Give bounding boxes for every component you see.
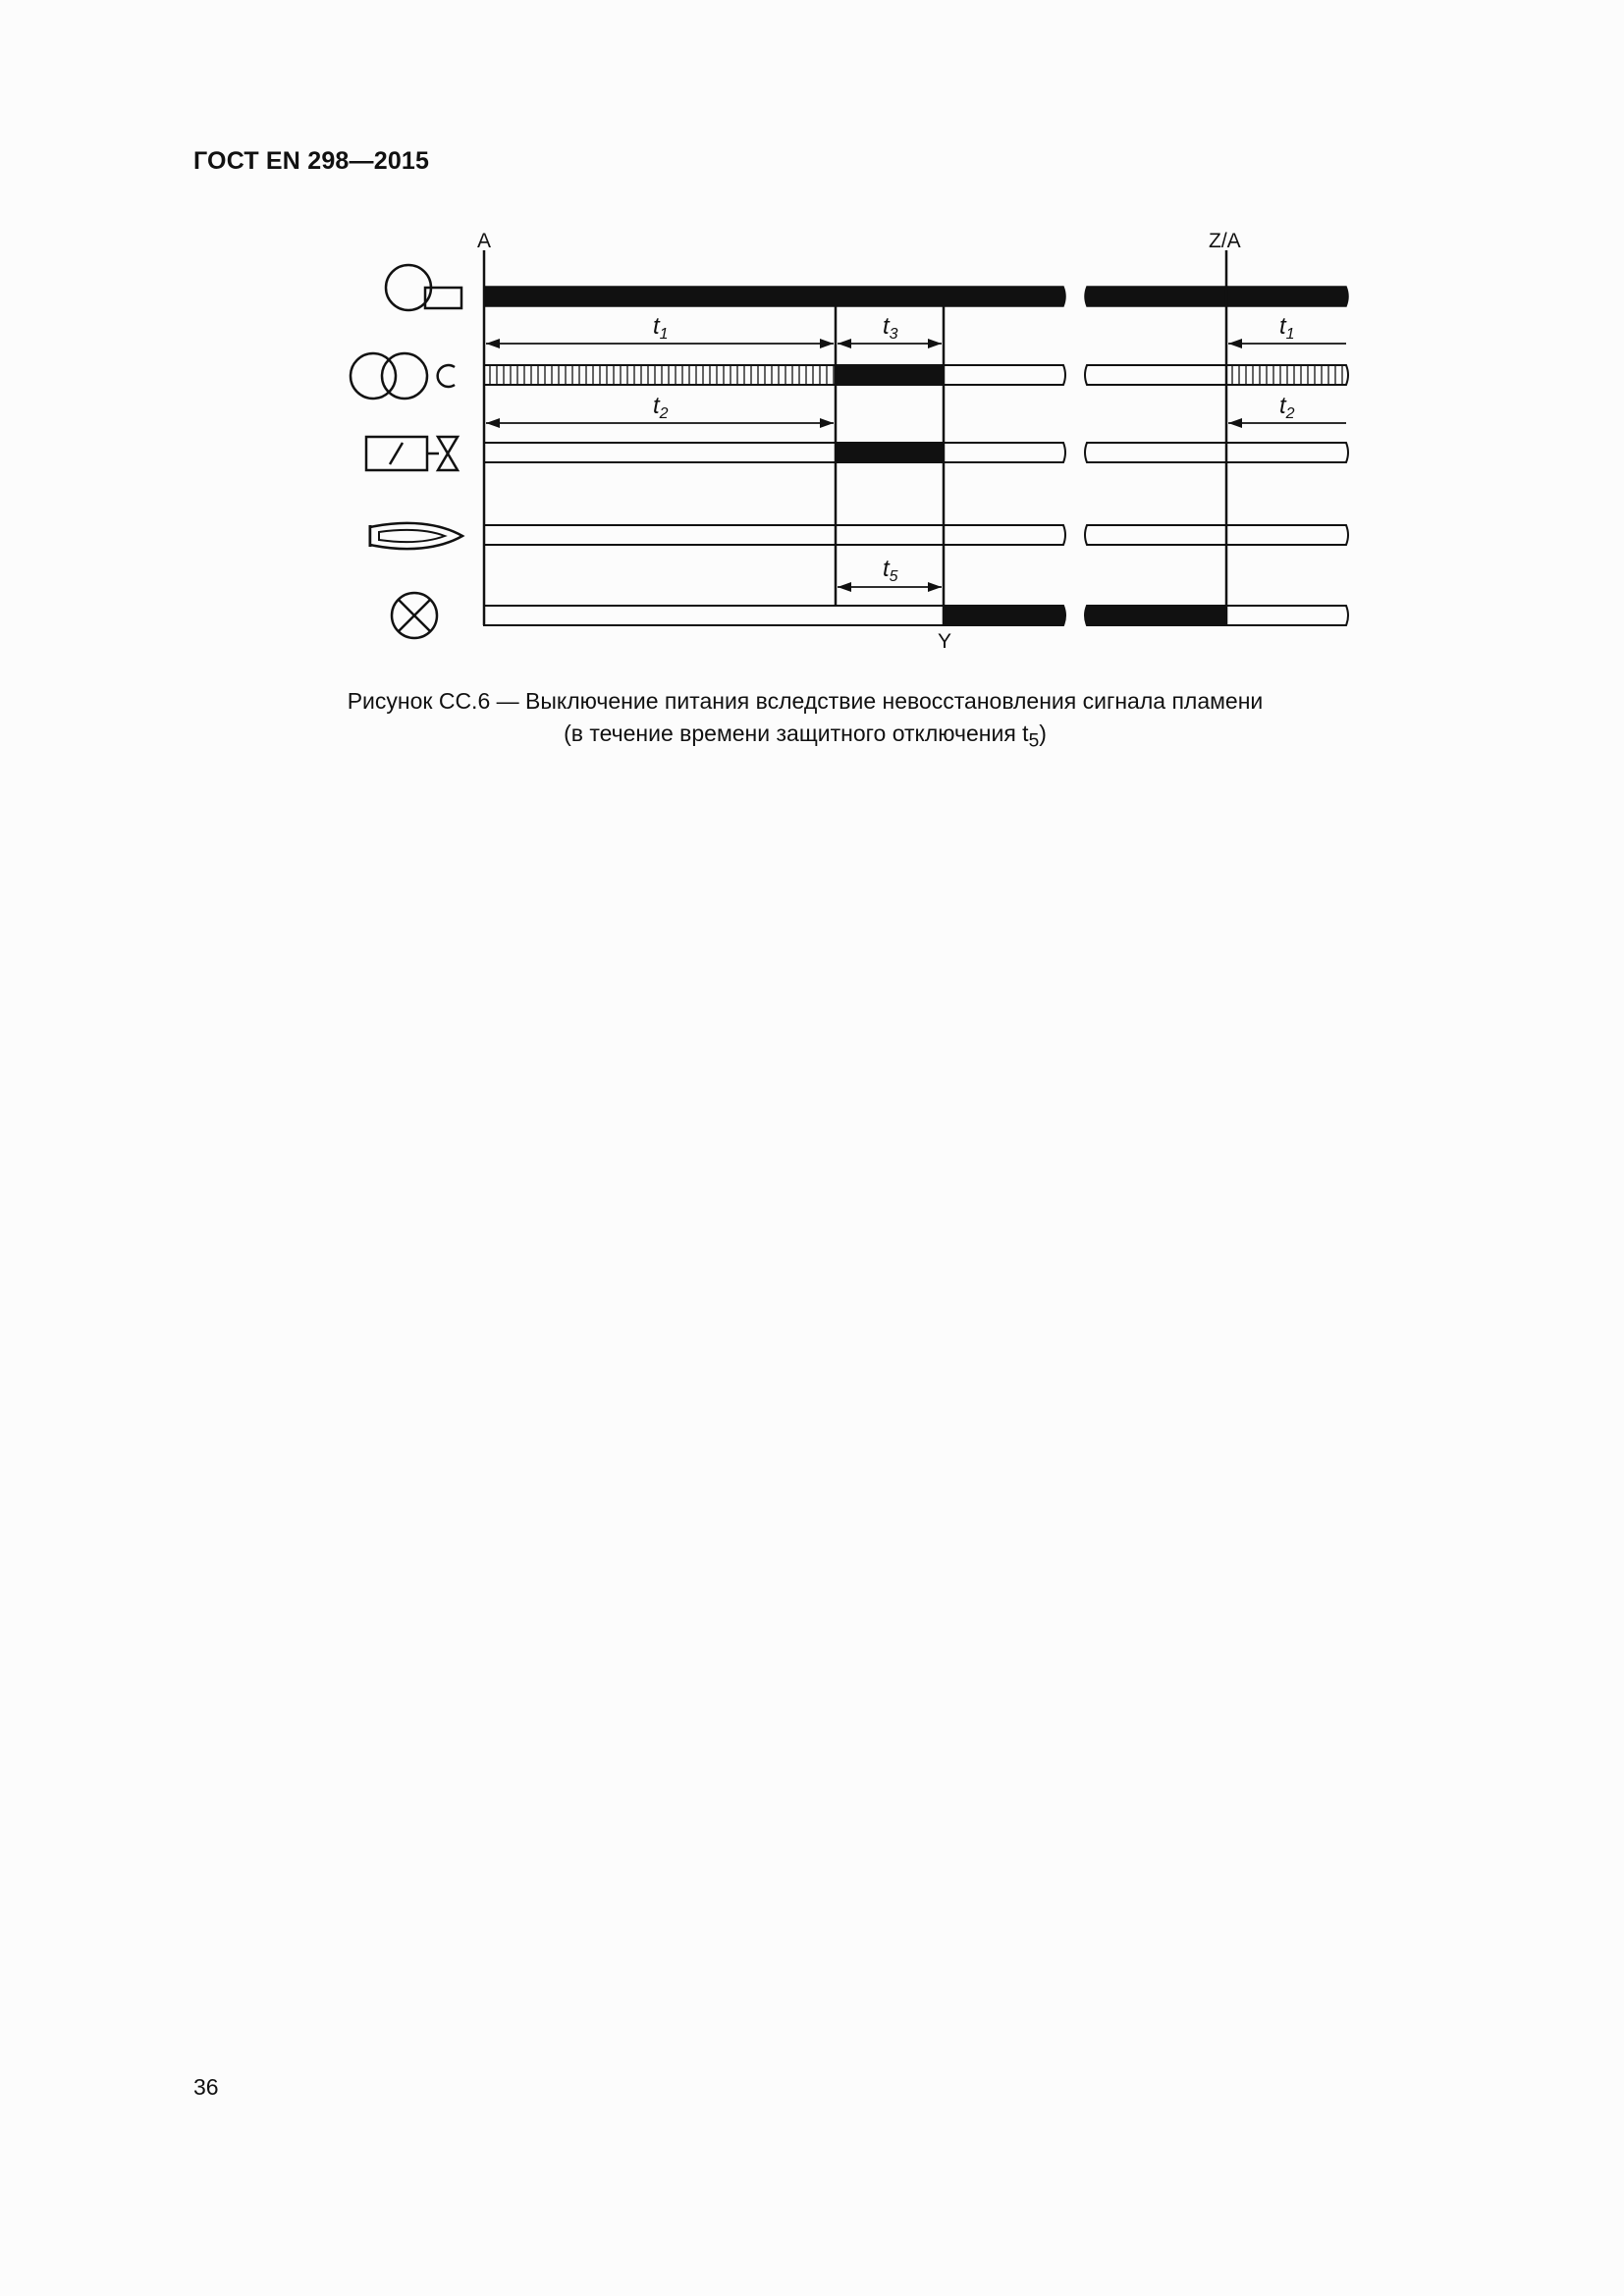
gas-valve-icon	[366, 437, 458, 470]
marker-y-label: Y	[938, 630, 952, 653]
caption-line-1: Рисунок СС.6 — Выключение питания вследствие невосстановления сигнала пламени	[347, 688, 1264, 714]
marker-a-label: A	[477, 230, 492, 252]
flame-signal-bar	[484, 525, 1348, 545]
lockout-bar	[484, 606, 1348, 625]
t3-label: $t_3$	[883, 313, 898, 343]
ignition-transformer-icon	[351, 353, 455, 399]
timing-diagram	[0, 0, 1624, 707]
flame-icon	[370, 523, 462, 549]
t2-restart-label: $t_2$	[1279, 393, 1295, 422]
caption-line-2: (в течение времени защитного отключения $t_5$)	[564, 721, 1047, 752]
t1-label: $t_1$	[653, 313, 669, 343]
t2-label: $t_2$	[653, 393, 669, 422]
document-header: ГОСТ EN 298—2015	[193, 147, 430, 175]
ignition-bar	[484, 365, 1348, 385]
t5-label: $t_5$	[883, 556, 898, 585]
fan-bar	[484, 287, 1348, 306]
lockout-lamp-icon	[392, 593, 437, 638]
t1-restart-label: $t_1$	[1279, 313, 1295, 343]
valve-bar	[484, 443, 1348, 462]
figure-caption	[295, 685, 1316, 758]
marker-za-label: Z/A	[1209, 230, 1241, 252]
page-number: 36	[193, 2074, 219, 2100]
fan-motor-icon	[386, 265, 461, 310]
